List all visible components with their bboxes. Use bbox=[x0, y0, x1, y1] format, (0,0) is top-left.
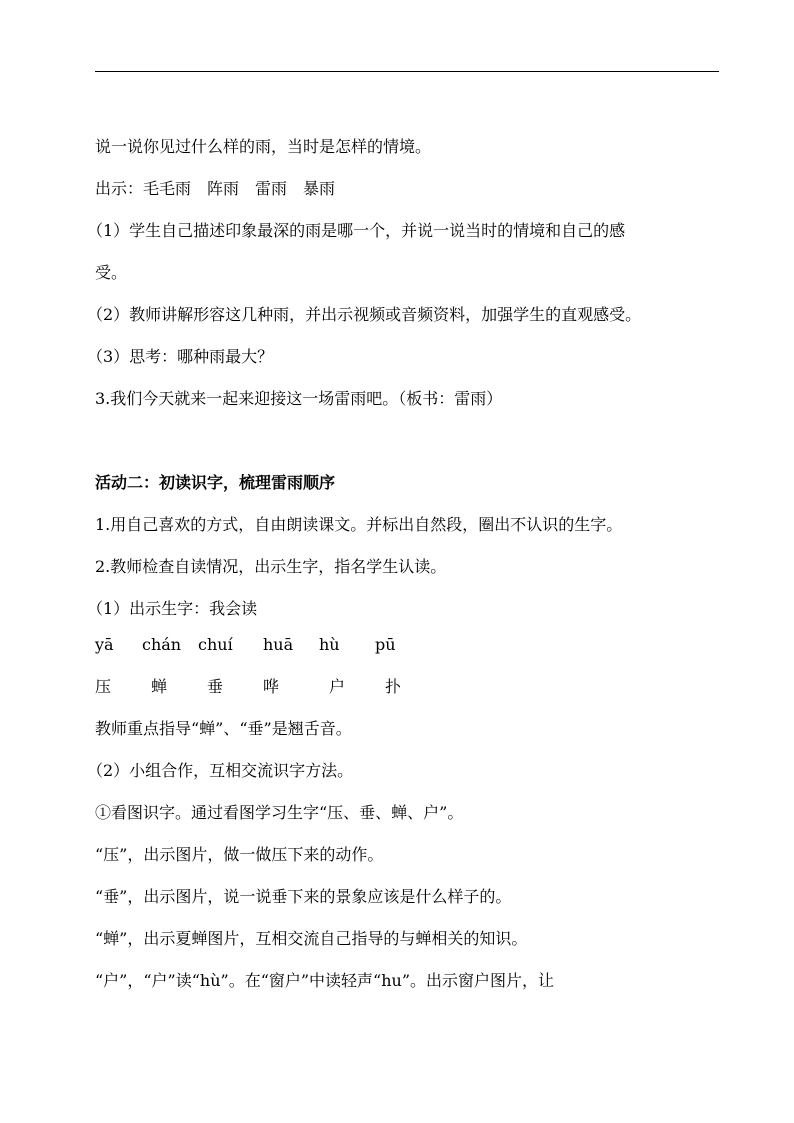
paragraph-line: “压”，出示图片，做一做压下来的动作。 bbox=[95, 845, 384, 864]
paragraph-line: 3.我们今天就来一起来迎接这一场雷雨吧。（板书：雷雨） bbox=[95, 389, 503, 408]
paragraph-line: （2）小组合作，互相交流识字方法。 bbox=[87, 761, 354, 780]
paragraph-line: “垂”，出示图片，说一说垂下来的景象应该是什么样子的。 bbox=[95, 887, 512, 906]
paragraph-line: 说一说你见过什么样的雨，当时是怎样的情境。 bbox=[95, 137, 432, 156]
character-item: 蝉 bbox=[151, 677, 168, 696]
paragraph-line: 1.用自己喜欢的方式，自由朗读课文。并标出自然段，圈出不认识的生字。 bbox=[95, 515, 623, 534]
character-row bbox=[95, 677, 495, 697]
pinyin-item: yā bbox=[95, 635, 114, 654]
paragraph-line: 教师重点指导“蝉”、“垂”是翘舌音。 bbox=[95, 719, 352, 738]
pinyin-item: hù bbox=[319, 635, 340, 654]
pinyin-row bbox=[95, 635, 495, 655]
paragraph-line: “户”，“户”读“hù”。在“窗户”中读轻声“hu”。出示窗户图片，让 bbox=[95, 971, 555, 990]
character-item: 垂 bbox=[207, 677, 224, 696]
pinyin-item: huā bbox=[263, 635, 294, 654]
character-item: 扑 bbox=[385, 677, 402, 696]
header-rule bbox=[95, 71, 719, 72]
paragraph-line: （2）教师讲解形容这几种雨，并出示视频或音频资料，加强学生的直观感受。 bbox=[87, 305, 642, 324]
character-item: 哗 bbox=[263, 677, 280, 696]
character-item: 压 bbox=[95, 677, 112, 696]
character-item: 户 bbox=[329, 677, 346, 696]
pinyin-item: chuí bbox=[198, 635, 233, 654]
paragraph-line: （1）学生自己描述印象最深的雨是哪一个，并说一说当时的情境和自己的感 bbox=[87, 221, 626, 240]
paragraph-line: 受。 bbox=[95, 263, 128, 282]
paragraph-line: “蝉”，出示夏蝉图片，互相交流自己指导的与蝉相关的知识。 bbox=[95, 929, 528, 948]
paragraph-line: （1）出示生字：我会读 bbox=[87, 599, 258, 618]
pinyin-item: chán bbox=[142, 635, 182, 654]
paragraph-line: ①看图识字。通过看图学习生字“压、垂、蝉、户”。 bbox=[95, 803, 464, 822]
paragraph-line: （3）思考：哪种雨最大？ bbox=[87, 347, 274, 366]
paragraph-line: 2.教师检查自读情况，出示生字，指名学生认读。 bbox=[95, 557, 447, 576]
pinyin-item: pū bbox=[375, 635, 396, 654]
section-heading: 活动二：初读识字，梳理雷雨顺序 bbox=[95, 473, 336, 492]
paragraph-line: 出示：毛毛雨 阵雨 雷雨 暴雨 bbox=[95, 179, 336, 198]
